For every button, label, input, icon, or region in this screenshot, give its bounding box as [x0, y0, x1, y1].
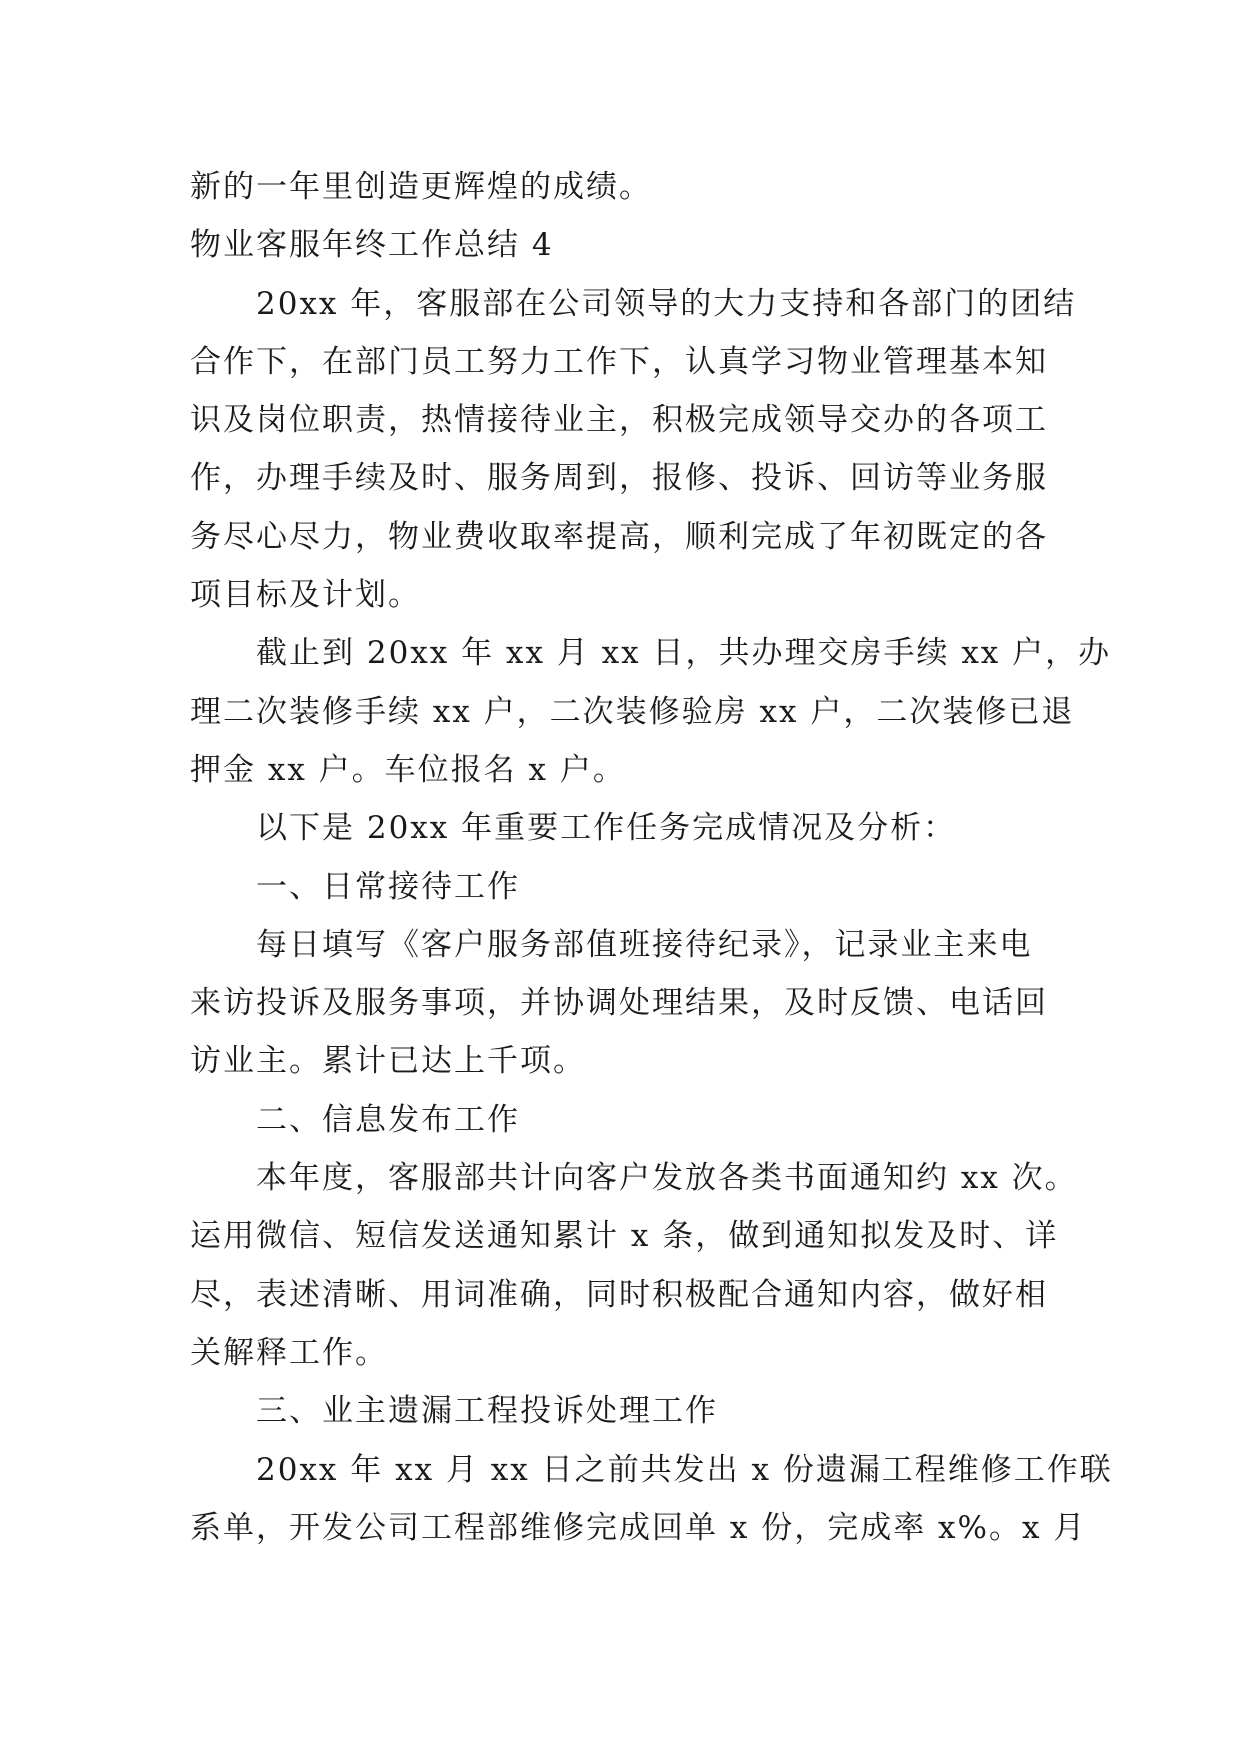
text-line: 来访投诉及服务事项，并协调处理结果，及时反馈、电话回	[190, 985, 1048, 1022]
text-line: 访业主。累计已达上千项。	[190, 1043, 586, 1080]
text-line: 新的一年里创造更辉煌的成绩。	[190, 169, 652, 205]
text-line: 20xx 年 xx 月 xx 日之前共发出 x 份遗漏工程维修工作联	[256, 1451, 1113, 1488]
text-line: 以下是 20xx 年重要工作任务完成情况及分析：	[256, 810, 957, 847]
section-heading: 三、业主遗漏工程投诉处理工作	[256, 1393, 718, 1430]
text-line: 关解释工作。	[190, 1334, 388, 1371]
text-line: 运用微信、短信发送通知累计 x 条，做到通知拟发及时、详	[190, 1218, 1059, 1255]
section-heading: 二、信息发布工作	[256, 1101, 520, 1138]
text-line: 务尽心尽力，物业费收取率提高，顺利完成了年初既定的各	[190, 518, 1048, 555]
section-title: 物业客服年终工作总结 4	[190, 227, 554, 264]
text-line: 押金 xx 户。车位报名 x 户。	[190, 751, 626, 788]
text-line: 作，办理手续及时、服务周到，报修、投诉、回访等业务服	[190, 460, 1048, 497]
section-heading: 一、日常接待工作	[256, 868, 520, 905]
text-line: 本年度，客服部共计向客户发放各类书面通知约 xx 次。	[256, 1160, 1078, 1197]
document-body	[190, 158, 1113, 1557]
text-line: 合作下，在部门员工努力工作下，认真学习物业管理基本知	[190, 343, 1048, 380]
text-line: 尽，表述清晰、用词准确，同时积极配合通知内容，做好相	[190, 1276, 1048, 1313]
text-line: 识及岗位职责，热情接待业主，积极完成领导交办的各项工	[190, 402, 1048, 439]
text-line: 每日填写《客户服务部值班接待纪录》，记录业主来电	[256, 926, 1033, 963]
text-line: 项目标及计划。	[190, 577, 421, 614]
text-line: 20xx 年，客服部在公司领导的大力支持和各部门的团结	[256, 285, 1077, 322]
text-line: 理二次装修手续 xx 户，二次装修验房 xx 户，二次装修已退	[190, 693, 1075, 730]
text-line: 系单，开发公司工程部维修完成回单 x 份，完成率 x%。x 月	[190, 1509, 1087, 1546]
text-line: 截止到 20xx 年 xx 月 xx 日，共办理交房手续 xx 户，办	[256, 635, 1112, 672]
